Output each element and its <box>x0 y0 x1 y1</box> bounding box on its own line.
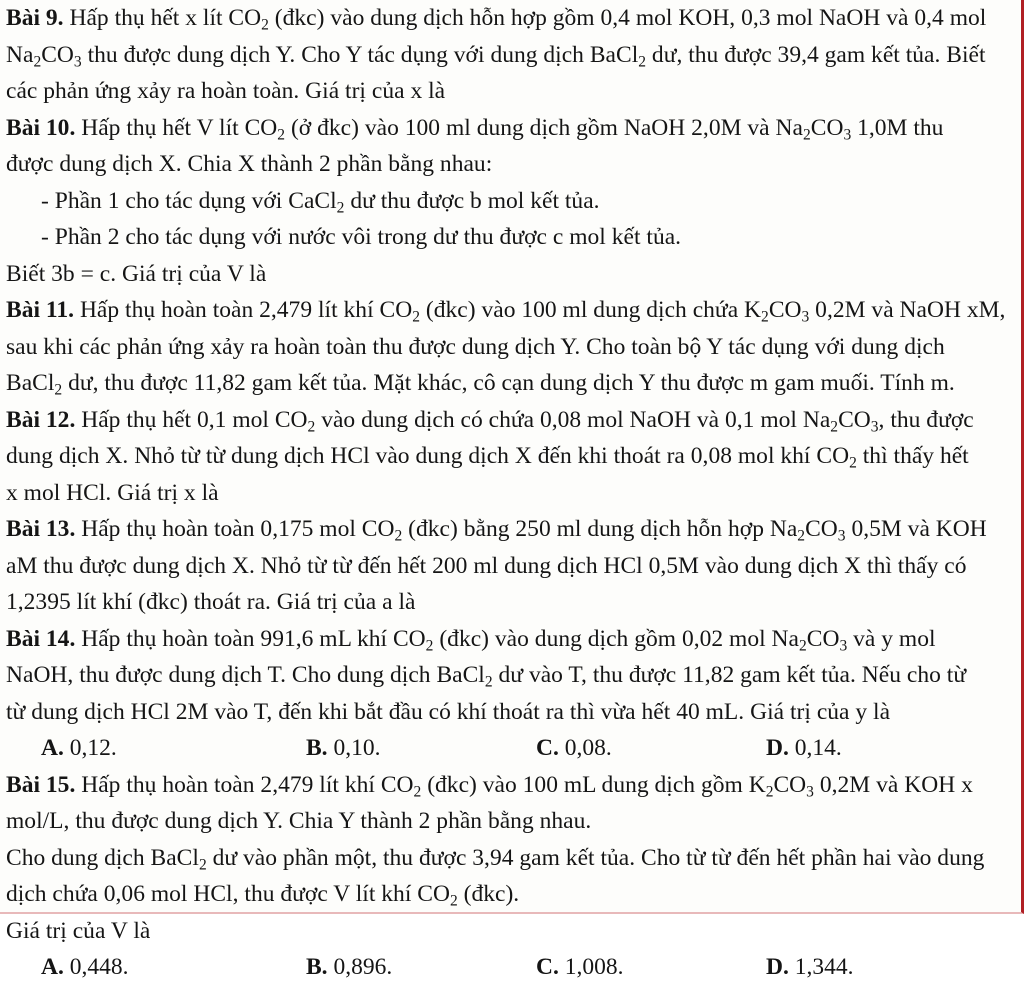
exercise-bai-12-line-1: Bài 12. Hấp thụ hết 0,1 mol $CO_2$ vào dung dịch có chứa 0,08 mol NaOH và 0,1 mol $Na_2CO_3$, thu được <box>6 406 974 435</box>
option-letter: D. <box>766 954 789 980</box>
exercise-bai-15-line-2: mol/L, thu được dung dịch Y. Chia Y thành 2 phần bằng nhau. <box>6 808 592 834</box>
exercise-bai-9-line-3: các phản ứng xảy ra hoàn toàn. Giá trị của x là <box>6 78 446 104</box>
exercise-bai-14-line-3: từ dung dịch HCl 2M vào T, đến khi bắt đầu có khí thoát ra thì vừa hết 40 mL. Giá trị của y là <box>6 698 891 725</box>
option-value: 0,10. <box>333 735 381 761</box>
exercise-label-bai-12: Bài 12. <box>6 406 76 433</box>
option-b-bai-14[interactable] <box>306 730 536 767</box>
option-b-bai-15[interactable] <box>306 949 536 986</box>
exercise-label-bai-10: Bài 10. <box>6 114 76 141</box>
option-value: 0,14. <box>794 735 842 761</box>
option-value: 0,448. <box>69 954 129 980</box>
exercise-bai-13-line-2: aM thu được dung dịch X. Nhỏ từ từ đến hết 200 ml dung dịch HCl 0,5M vào dung dịch X thì thấy có <box>6 552 967 579</box>
option-a-bai-14[interactable] <box>6 730 306 767</box>
exercise-bai-14-line-2: NaOH, thu được dung dịch T. Cho dung dịch BaCl$_2$ dư vào T, thu được 11,82 gam kết tủa. Nếu cho từ <box>6 662 967 691</box>
option-value: 0,12. <box>69 735 117 761</box>
exercise-bai-15-line-5: Giá trị của V là <box>6 917 151 944</box>
option-letter: C. <box>536 735 559 761</box>
option-d-bai-15[interactable] <box>766 949 996 986</box>
option-value: 0,896. <box>333 954 393 980</box>
exercise-label-bai-13: Bài 13. <box>6 516 76 542</box>
exercise-bai-10-line-4: - Phần 2 cho tác dụng với nước vôi trong dư thu được c mol kết tủa. <box>41 224 682 250</box>
exercise-bai-15-line-4: dịch chứa 0,06 mol HCl, thu được V lít khí $CO_2$ (đkc). <box>6 881 520 910</box>
exercise-bai-15-options <box>6 949 1000 986</box>
exercise-bai-12-line-2: dung dịch X. Nhỏ từ từ dung dịch HCl vào dung dịch X đến khi thoát ra 0,08 mol khí $CO_2$ thì thấy hết <box>6 443 969 472</box>
option-d-bai-14[interactable] <box>766 730 996 767</box>
exercise-bai-11-line-1: Bài 11. Hấp thụ hoàn toàn 2,479 lít khí $CO_2$ (đkc) vào 100 ml dung dịch chứa $K_2CO_3$ 0,2M và NaOH xM, <box>6 297 1006 326</box>
exercise-bai-13-line-1: Bài 13. Hấp thụ hoàn toàn 0,175 mol $CO_2$ (đkc) bằng 250 ml dung dịch hỗn hợp $Na_2CO_3$ 0,5M và KOH <box>6 516 987 545</box>
exercise-label-bai-11: Bài 11. <box>6 297 75 323</box>
exercise-label-bai-9: Bài 9. <box>6 5 64 31</box>
option-letter: B. <box>306 954 328 980</box>
option-letter: A. <box>41 954 64 980</box>
exercise-bai-11-line-3: BaCl$_2$ dư, thu được 11,82 gam kết tủa. Mặt khác, cô cạn dung dịch Y thu được m gam muối. Tính m. <box>6 370 955 399</box>
exercise-bai-10-line-5: Biết 3b = c. Giá trị của V là <box>6 260 267 287</box>
option-letter: C. <box>536 954 559 980</box>
exercise-bai-13-line-3: 1,2395 lít khí (đkc) thoát ra. Giá trị của a là <box>6 589 416 615</box>
exercise-bai-10-line-2: được dung dịch X. Chia X thành 2 phần bằng nhau: <box>6 151 493 177</box>
option-value: 1,344. <box>794 954 854 980</box>
exercise-bai-11-line-2: sau khi các phản ứng xảy ra hoàn toàn thu được dung dịch Y. Cho toàn bộ Y tác dụng với dung dịch <box>6 333 945 360</box>
exercise-bai-9-line-1: Bài 9. Hấp thụ hết x lít $CO_2$ (đkc) vào dung dịch hỗn hợp gồm 0,4 mol KOH, 0,3 mol NaOH và 0,4 mol <box>6 5 987 34</box>
option-a-bai-15[interactable] <box>6 949 306 986</box>
option-value: 1,008. <box>564 954 624 980</box>
option-letter: A. <box>41 735 64 761</box>
exercise-bai-10-line-1: Bài 10. Hấp thụ hết V lít $CO_2$ (ở đkc) vào 100 ml dung dịch gồm NaOH 2,0M và $Na_2CO_3$ 1,0M thu <box>6 114 944 143</box>
option-c-bai-15[interactable] <box>536 949 766 986</box>
exercise-label-bai-14: Bài 14. <box>6 625 76 652</box>
exercise-label-bai-15: Bài 15. <box>6 771 76 798</box>
exercise-bai-14-line-1: Bài 14. Hấp thụ hoàn toàn 991,6 mL khí $CO_2$ (đkc) vào dung dịch gồm 0,02 mol $Na_2CO_3$ và y mol <box>6 625 936 654</box>
exercise-bai-14-options <box>6 730 1000 767</box>
exercise-bai-9-line-2: $Na_2CO_3$ thu được dung dịch Y. Cho Y tác dụng với dung dịch BaCl$_2$ dư, thu được 39,4 gam kết tủa. Biết <box>6 41 986 70</box>
exercise-bai-15-line-1: Bài 15. Hấp thụ hoàn toàn 2,479 lít khí $CO_2$ (đkc) vào 100 mL dung dịch gồm $K_2CO_3$ 0,2M và KOH x <box>6 771 973 800</box>
exercise-bai-12-line-3: x mol HCl. Giá trị x là <box>6 479 219 506</box>
option-letter: D. <box>766 735 789 761</box>
option-c-bai-14[interactable] <box>536 730 766 767</box>
option-letter: B. <box>306 735 328 761</box>
exercise-bai-10-line-3: - Phần 1 cho tác dụng với CaCl$_2$ dư thu được b mol kết tủa. <box>41 187 600 216</box>
option-value: 0,08. <box>564 735 612 761</box>
exercise-bai-15-line-3: Cho dung dịch BaCl$_2$ dư vào phần một, thu được 3,94 gam kết tủa. Cho từ từ đến hết phần hai vào dung <box>6 844 985 873</box>
